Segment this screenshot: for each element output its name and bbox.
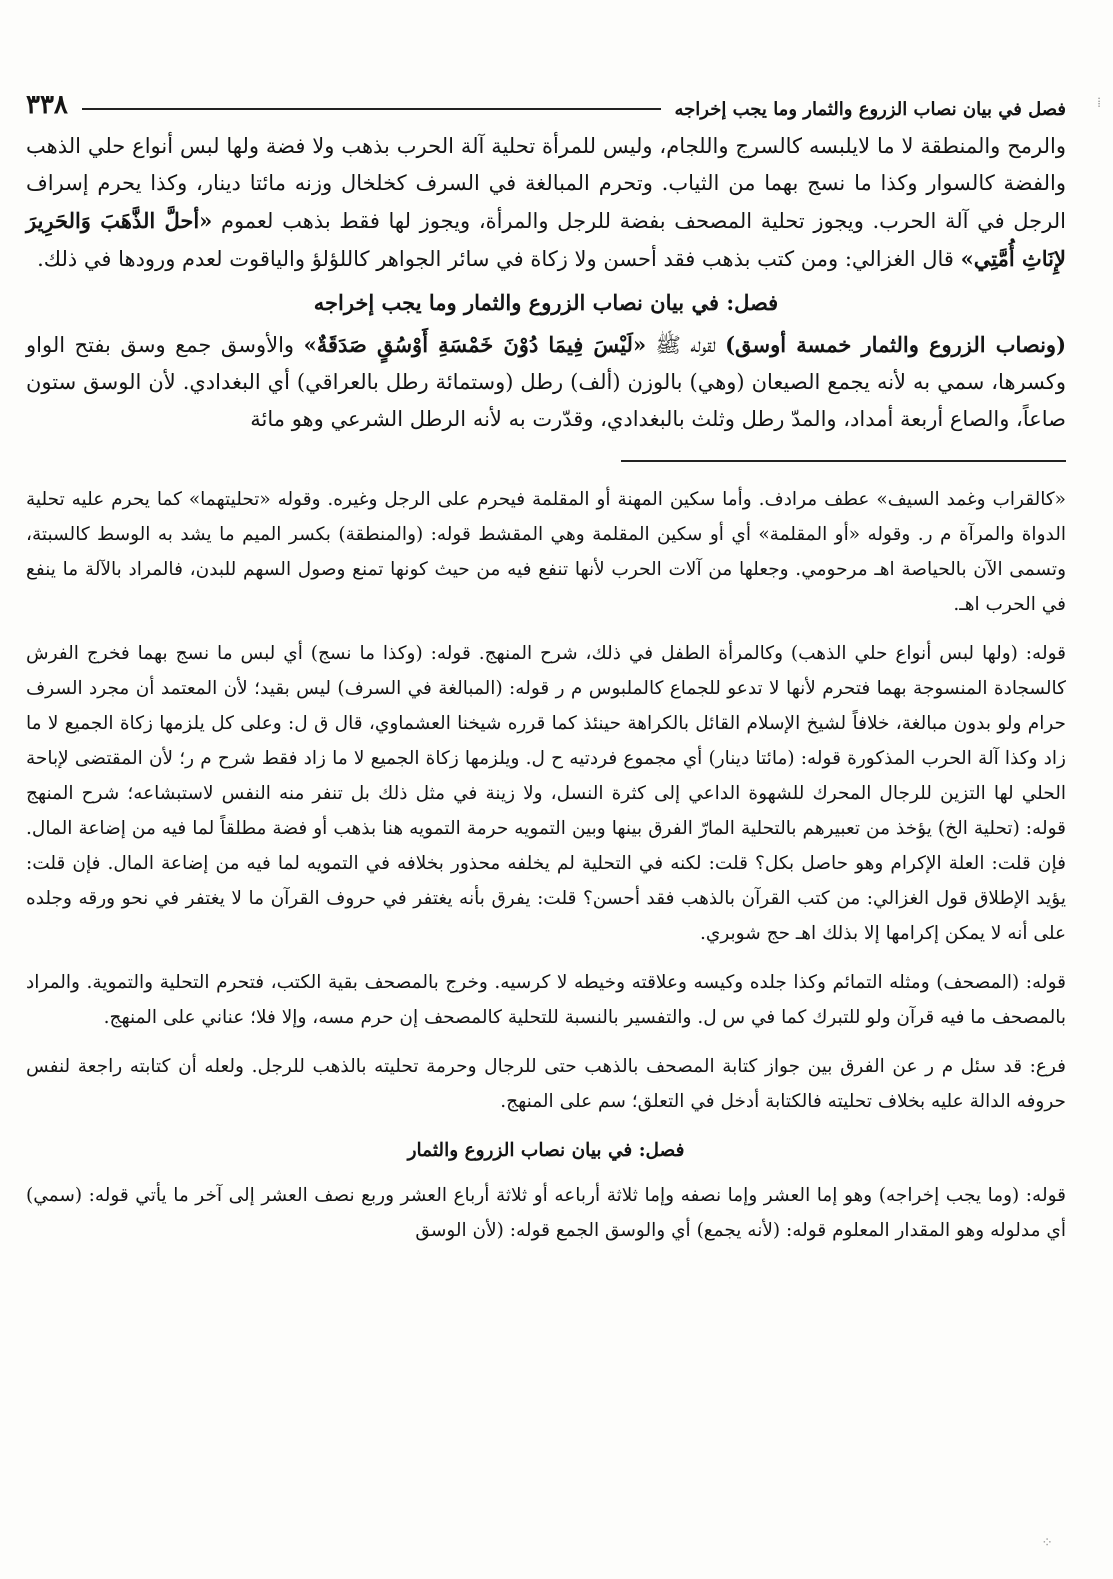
book-page	[26, 84, 1066, 1262]
main-paragraph-1	[26, 128, 1066, 278]
hadith-quote-2: «لَيْسَ فِيمَا دُوْنَ خَمْسَةِ أَوْسُقٍ صَدَقَةٌ»	[303, 332, 647, 357]
note-paragraph-3: قوله: (المصحف) ومثله التمائم وكذا جلده وكيسه وعلاقته وخيطه لا كرسيه. وخرج بالمصحف بقية الكتب، فتحرم التحلية والتموية. والمراد بالمصحف ما فيه قرآن ولو للتبرك كما في س ل. والتفسير بالنسبة للتحلية كالمصحف إن حرم مسه، وإلا فلا؛ عناني على المنهج.	[26, 972, 1066, 1028]
notes-section-heading: فصل: في بيان نصاب الزروع والثمار	[407, 1140, 685, 1161]
running-title: فصل في بيان نصاب الزروع والثمار وما يجب إخراجه	[674, 99, 1066, 120]
page-number: ٣٣٨	[26, 90, 68, 120]
main-text	[26, 128, 1066, 438]
scan-artifact: ⁘	[1041, 1535, 1053, 1551]
page-header	[26, 84, 1066, 120]
footnote-separator	[621, 460, 1066, 462]
scan-artifact: ⁞	[1097, 95, 1101, 111]
main-paragraph-1-rest: قال الغزالي: ومن كتب بذهب فقد أحسن ولا زكاة في سائر الجواهر كاللؤلؤ والياقوت لعدم ورودها في ذلك.	[37, 247, 961, 271]
section-heading: فصل: في بيان نصاب الزروع والثمار وما يجب إخراجه	[313, 290, 779, 315]
header-rule	[82, 108, 661, 110]
main-paragraph-1-text: والرمح والمنطقة لا ما لايلبسه كالسرج واللجام، وليس للمرأة تحلية آلة الحرب بذهب ولا فضة ولها لبس أنواع حلي الذهب والفضة كالسوار وكذا ما نسج بهما من الثياب. وتحرم المبالغة في السرف كخلخال وزنه مائتا دينار، وكذا يحرم إسراف الرجل في آلة الحرب. ويجوز تحلية المصحف بفضة للرجل والمرأة، ويجوز لها فقط بذهب لعموم	[26, 134, 1066, 233]
note-paragraph-4: فرع: قد سئل م ر عن الفرق بين جواز كتابة المصحف بالذهب حتى للرجال وحرمة تحليته بالذهب للرجل. ولعله أن كتابته راجعة لنفس حروفه الدالة عليه بخلاف تحليته فالكتابة أدخل في التعلق؛ سم على المنهج.	[26, 1056, 1066, 1112]
note-paragraph-5: قوله: (وما يجب إخراجه) وهو إما العشر وإما نصفه وإما ثلاثة أرباعه أو ثلاثة أرباع العشر وربع نصف العشر إلى آخر ما يأتي قوله: (سمي) أي مدلوله وهو المقدار المعلوم قوله: (لأنه يجمع) أي والوسق الجمع قوله: (لأن الوسق	[26, 1185, 1066, 1241]
matn-bold-text: (ونصاب الزروع والثمار خمسة أوسق)	[725, 332, 1067, 357]
main-paragraph-2-mid: لقوله ﷺ	[646, 333, 726, 357]
hadith-quote-1: «أحلَّ الذَّهَبَ وَالحَرِيرَ لإِنَاثِ أُمَّتِي»	[26, 208, 1066, 271]
note-paragraph-1: «كالقراب وغمد السيف» عطف مرادف. وأما سكين المهنة أو المقلمة فيحرم على الرجل وغيره. وقوله «تحليتهما» كما يحرم عليه تحلية الدواة والمرآة م ر. وقوله «أو المقلمة» أي أو سكين المقلمة وهي المقشط قوله: (والمنطقة) بكسر الميم ما يشد به الوسط كالسبتة، وتسمى الآن بالحياصة اهـ مرحومي. وجعلها من آلات الحرب لأنها تنفع فيه من حيث كونها تمنع وصول السهم للبدن، فالمراد بالآلة ما ينفع في الحرب اهـ.	[26, 489, 1066, 615]
note-paragraph-2: قوله: (ولها لبس أنواع حلي الذهب) وكالمرأة الطفل في ذلك، شرح المنهج. قوله: (وكذا ما نسج) أي لبس ما نسج بهما فخرج الفرش كالسجادة المنسوجة بهما فتحرم لأنها لا تدعو للجماع كالملبوس م ر قوله: (المبالغة في السرف) ليس بقيد؛ لأن المعتمد أن مجرد السرف حرام ولو بدون مبالغة، خلافاً لشيخ الإسلام القائل بالكراهة حينئذ كما قرره شيخنا العشماوي، قال ق ل: وعلى كل يلزمها زكاة الجميع لا ما زاد وكذا آلة الحرب المذكورة قوله: (مائتا دينار) أي مجموع فردتيه ح ل. ويلزمها زكاة الجميع لا ما زاد فقط شرح م ر؛ لأن المقتضى لإباحة الحلي لها التزين للرجال المحرك للشهوة الداعي إلى كثرة النسل، ولا زينة في مثل ذلك بل تنفر منه النفس لاستبشاعه؛ شرح المنهج قوله: (تحلية الخ) يؤخذ من تعبيرهم بالتحلية المارّ الفرق بينها وبين التمويه حرمة التمويه هنا بذهب أو فضة مطلقاً لما فيه من إضاعة المال. فإن قلت: العلة الإكرام وهو حاصل بكل؟ قلت: لكنه في التحلية لم يخلفه محذور بخلافه في التمويه لما فيه من إضاعة المال. فإن قلت: يؤيد الإطلاق قول الغزالي: من كتب القرآن بالذهب فقد أحسن؟ قلت: يفرق بأنه يغتفر في حروف القرآن ما لا يغتفر في نحو ورقه وجلده على أنه لا يمكن إكرامها إلا بذلك اهـ حج شوبري.	[26, 643, 1066, 944]
main-paragraph-2	[26, 326, 1066, 438]
commentary-notes	[26, 482, 1066, 1248]
main-paragraph-2-rest: والأوسق جمع وسق بفتح الواو وكسرها، سمي به لأنه يجمع الصيعان (وهي) بالوزن (ألف) رطل (وستمائة رطل بالعراقي) أي البغدادي. لأن الوسق ستون صاعاً، والصاع أربعة أمداد، والمدّ رطل وثلث بالبغدادي، وقدّرت به لأنه الرطل الشرعي وهو مائة	[26, 333, 1066, 431]
